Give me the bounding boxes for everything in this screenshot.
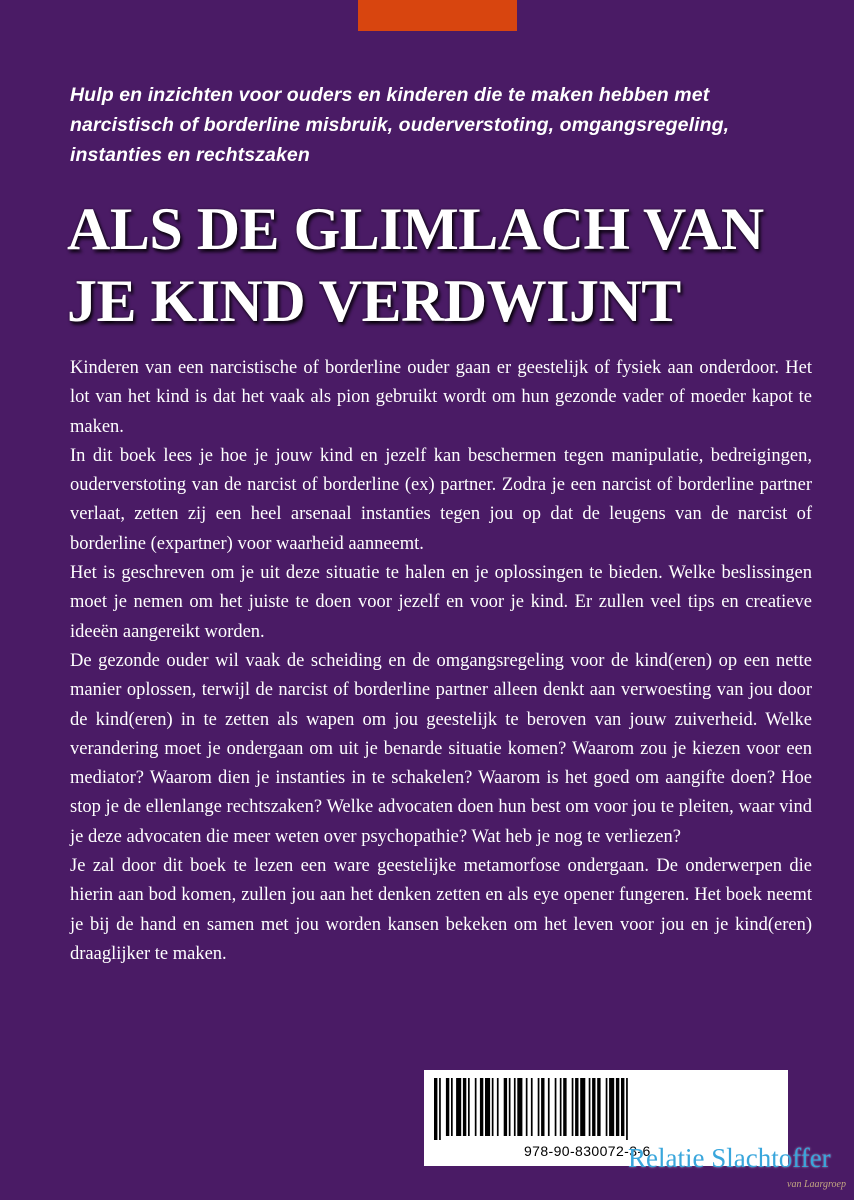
barcode-bar	[589, 1078, 591, 1136]
barcode-bar	[626, 1078, 628, 1140]
barcode-bar	[575, 1078, 578, 1136]
barcode-bar	[526, 1078, 528, 1136]
barcode-bar	[555, 1078, 557, 1136]
barcode-bar	[560, 1078, 562, 1136]
barcode-bar	[439, 1078, 441, 1140]
paragraph: De gezonde ouder wil vaak de scheiding en de omgangsregeling voor de kind(eren) op een nette manier oplossen, terwijl de narcist of borderline partner alleen denkt aan verwoesting van jou door de kind(eren) in te zetten als wapen om jou geestelijk te beroven van jouw zuiverheid. Welke verandering moet je ondergaan om uit je benarde situatie komen? Waarom zou je kiezen voor een mediator? Waarom dien je instanties in te schakelen? Waarom is het goed om aangifte doen? Hoe stop je de ellenlange rechtszaken? Welke advocaten doen hun best om voor jou te pleiten, waar vind je deze advocaten die meer weten over psychopathie? Wat heb je nog te verliezen?	[70, 650, 812, 847]
barcode-bar	[514, 1078, 516, 1136]
barcode-bar	[497, 1078, 499, 1136]
barcode-bar	[597, 1078, 600, 1136]
barcode-bar	[485, 1078, 490, 1136]
paragraph: Je zal door dit boek te lezen een ware geestelijke metamorfose ondergaan. De onderwerpen die hierin aan bod komen, zullen jou aan het denken zetten en als eye opener fungeren. Het boek neemt je bij de hand en samen met jou worden kansen bekeken om het leven voor jou en je kind(eren) draaglijker te maken.	[70, 856, 812, 964]
barcode-bar	[609, 1078, 614, 1136]
paragraph: Het is geschreven om je uit deze situatie te halen en je oplossingen te bieden. Welke beslissingen moet je nemen om het juiste te doen voor jezelf en voor je kind. Er zullen veel tips en creatieve ideeën aangereikt worden.	[70, 563, 812, 642]
barcode-bar	[517, 1078, 522, 1136]
paragraph: Kinderen van een narcistische of borderline ouder gaan er geestelijk of fysiek aan onderdoor. Het lot van het kind is dat het vaak als pion gebruikt wordt om hun gezonde vader of moeder kapot te maken.	[70, 358, 812, 437]
barcode-bar	[492, 1078, 494, 1136]
barcode-bar	[468, 1078, 470, 1136]
orange-accent-tab	[358, 0, 517, 31]
barcode-bar	[563, 1078, 566, 1136]
barcode-bar	[592, 1078, 595, 1136]
publisher-logo	[628, 1143, 854, 1200]
barcode-bar	[456, 1078, 461, 1136]
barcode-bar	[463, 1078, 466, 1136]
barcode-bar	[580, 1078, 585, 1136]
barcode-bar	[480, 1078, 483, 1136]
barcode-bar	[548, 1078, 550, 1136]
barcode-bar	[434, 1078, 437, 1140]
paragraph: In dit boek lees je hoe je jouw kind en jezelf kan beschermen tegen manipulatie, bedreigingen, ouderverstoting van de narcist of borderline (ex) partner. Zodra je een narcist of borderline partner verlaat, zetten zij een heel arsenaal instanties tegen jou op dat de leugens van de narcist of borderline (expartner) voor waarheid aanneemt.	[70, 445, 812, 554]
barcode-bar	[538, 1078, 540, 1136]
barcode-bar	[531, 1078, 533, 1136]
barcode-bar	[451, 1078, 453, 1136]
barcode-bar	[541, 1078, 544, 1136]
publisher-name: Relatie Slachtoffer	[628, 1143, 831, 1173]
barcode-bar	[621, 1078, 624, 1136]
barcode-bar	[446, 1078, 449, 1136]
back-cover-text	[70, 354, 812, 969]
barcode-bar	[616, 1078, 619, 1136]
tagline: Hulp en inzichten voor ouders en kinderen die te maken hebben met narcistisch of borderline misbruik, ouderverstoting, omgangsregeling, instanties en rechtszaken	[70, 84, 730, 166]
book-title-line-2: JE KIND VERDWIJNT	[67, 268, 681, 334]
barcode-bar	[504, 1078, 507, 1136]
barcode-bar	[475, 1078, 477, 1136]
book-title	[67, 193, 827, 337]
book-title-line-1: ALS DE GLIMLACH VAN	[67, 196, 764, 262]
barcode-bar	[572, 1078, 574, 1136]
barcode-bars	[432, 1078, 780, 1140]
barcode-bar	[606, 1078, 608, 1136]
barcode-bar	[509, 1078, 511, 1136]
isbn-number: 978-90-830072-3-6	[524, 1143, 651, 1159]
publisher-subtitle: van Laargroep	[787, 1179, 846, 1190]
